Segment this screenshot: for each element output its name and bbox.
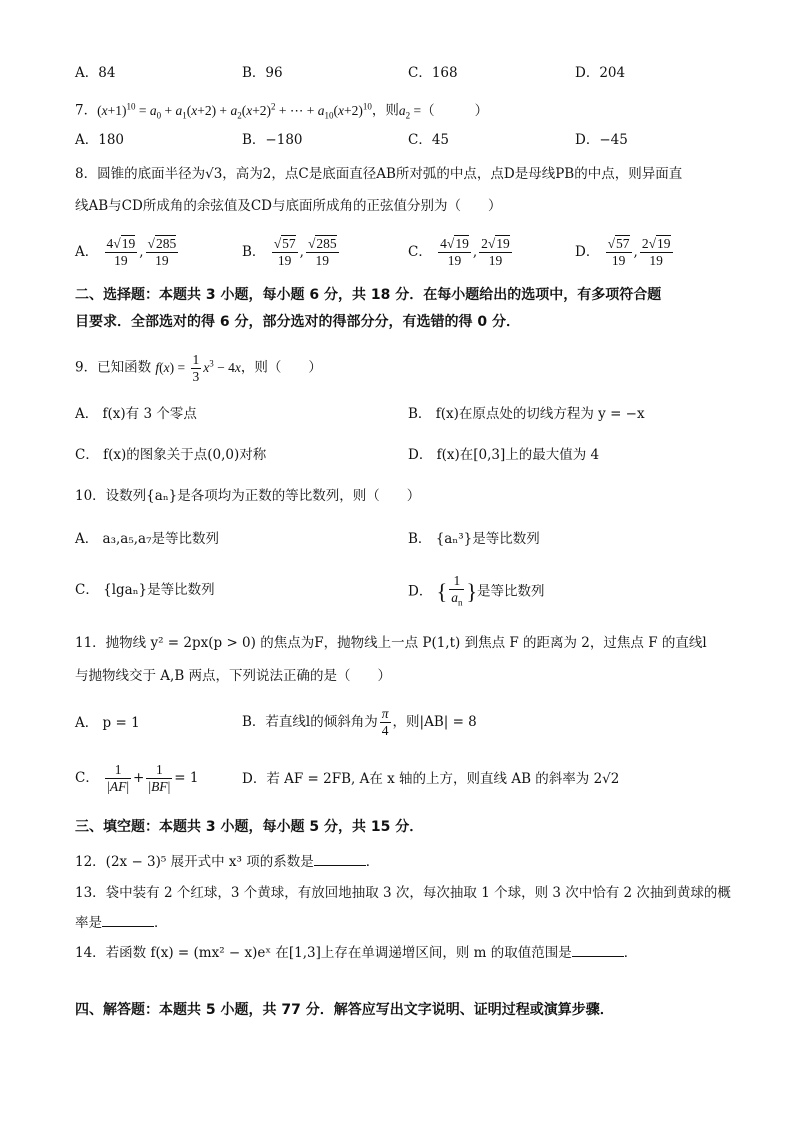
option-text: = 1 — [174, 770, 199, 786]
section-2-heading-line1: 二、选择题：本题共 3 小题，每小题 6 分，共 18 分．在每小题给出的选项中，有多项符合题 — [75, 287, 662, 303]
q9-option-c: C． f(x)的图象关于点(0,0)对称 — [75, 447, 267, 463]
option-label: D． — [575, 244, 600, 260]
fraction: $\frac{√57}{19}$ — [607, 236, 630, 268]
option-label: B． — [242, 244, 266, 260]
q7-prompt: ，则 — [371, 102, 399, 119]
question-11-line2: 与抛物线交于 A,B 两点，下列说法正确的是（ ） — [75, 668, 392, 684]
fraction: $\frac{4√19}{19}$ — [106, 236, 136, 268]
q9-option-b: B． f(x)在原点处的切线方程为 y = −x — [408, 406, 645, 422]
fraction: $\frac{1}{|AF|}$ — [107, 762, 130, 794]
q7-option-c: C．45 — [408, 132, 450, 148]
option-text: 是等比数列 — [477, 583, 545, 600]
question-10-stem: 10．设数列{aₙ}是各项均为正数的等比数列，则（ ） — [75, 488, 421, 504]
question-12 — [75, 851, 379, 871]
q14-text: ． — [623, 945, 638, 961]
q6-option-d: D．204 — [575, 65, 626, 81]
fraction: $\frac{√285}{19}$ — [147, 236, 177, 268]
q11-option-d: D．若 AF = 2FB, A在 x 轴的上方，则直线 AB 的斜率为 2√2 — [242, 771, 620, 787]
question-number: 8． — [75, 166, 98, 182]
fraction: $\frac{2√19}{19}$ — [481, 236, 510, 268]
q7-option-b: B．−180 — [242, 132, 303, 148]
question-8-line1 — [75, 165, 682, 183]
question-8-line2: 线AB与CD所成角的余弦值及CD与底面所成角的正弦值分别为（ ） — [75, 198, 502, 214]
fraction: $\frac{\pi}{4}$ — [381, 706, 389, 738]
q6-option-a: A．84 — [75, 65, 116, 81]
q9-function: f(x) = $\frac{1}{3}$ $x^3 - 4x$ — [155, 352, 241, 384]
question-13-line2 — [75, 912, 168, 932]
q6-option-b: B．96 — [242, 65, 283, 81]
fraction: $\frac{√285}{19}$ — [307, 236, 337, 268]
question-13-line1: 13．袋中装有 2 个红球，3 个黄球，有放回地抽取 3 次，每次抽取 1 个球，则 3 次中恰有 2 次抽到黄球的概 — [75, 885, 731, 901]
q13-text: 率是 — [75, 915, 102, 931]
q8-option-a: A． $\frac{4√19}{19}$ , $\frac{√285}{19}$ — [75, 236, 177, 268]
fraction: $\frac{4√19}{19}$ — [440, 236, 469, 268]
q8-option-d: D． $\frac{√57}{19}$ , $\frac{2√19}{19}$ — [575, 236, 671, 268]
question-11-line1: 11．抛物线 y² = 2px(p > 0) 的焦点为F，抛物线上一点 P(1,t) 到焦点 F 的距离为 2，过焦点 F 的直线l — [75, 635, 707, 651]
question-14 — [75, 942, 637, 962]
option-label: C． — [75, 770, 99, 786]
q9-option-a: A． f(x)有 3 个零点 — [75, 406, 197, 422]
question-7-stem: 7．$(x+1)^{10} = a_0 + a_1(x+2) + a_2(x+2)^2$ + ⋯ + $a_{10}(x+2)^{10}$，则$a_2$ =（ ） — [75, 101, 489, 121]
q11-option-c: C． $\frac{1}{|AF|}$ + $\frac{1}{|BF|}$ = 1 — [75, 762, 199, 794]
q10-option-d: D． { $\frac{1}{a_n}$ }是等比数列 — [408, 573, 545, 611]
q10-option-b: B． {aₙ³}是等比数列 — [408, 531, 540, 547]
fraction: $\frac{2√19}{19}$ — [641, 236, 671, 268]
option-text: B．若直线l的倾斜角为 — [242, 714, 378, 730]
q8-option-b: B． $\frac{√57}{19}$ , $\frac{√285}{19}$ — [242, 236, 337, 268]
q8-option-c: C． $\frac{4√19}{19}$ , $\frac{2√19}{19}$ — [408, 236, 510, 268]
q12-text: ． — [365, 854, 380, 870]
option-label: D． — [408, 583, 433, 600]
q9-text: 9．已知函数 — [75, 359, 152, 376]
answer-blank[interactable] — [572, 942, 624, 957]
question-9-stem — [75, 352, 322, 385]
q6-option-c: C．168 — [408, 65, 458, 81]
q8-text-1: 圆锥的底面半径为√3，高为2，点C是底面直径AB所对弧的中点，点D是母线PB的中点，则异面直 — [97, 166, 683, 182]
section-2-heading-line2: 目要求．全部选对的得 6 分，部分选对的得部分分，有选错的得 0 分． — [75, 314, 520, 330]
section-3-heading: 三、填空题：本题共 3 小题，每小题 5 分，共 15 分． — [75, 819, 424, 835]
q12-text: 12．(2x − 3)⁵ 展开式中 x³ 项的系数是 — [75, 854, 314, 870]
q11-option-b — [242, 706, 477, 739]
q10-option-a: A． a₃,a₅,a₇是等比数列 — [75, 531, 220, 547]
question-number: 7． — [75, 102, 98, 119]
option-text: ，则|AB| = 8 — [392, 714, 477, 730]
q9-option-d: D． f(x)在[0,3]上的最大值为 4 — [408, 447, 600, 463]
section-4-heading: 四、解答题：本题共 5 小题，共 77 分．解答应写出文字说明、证明过程或演算步骤． — [75, 1002, 614, 1018]
q11-option-a: A． p = 1 — [75, 715, 140, 731]
option-label: A． — [75, 244, 99, 260]
q13-text: ． — [154, 915, 168, 931]
q10-option-c: C． {lgaₙ}是等比数列 — [75, 582, 215, 598]
q7-formula: $(x+1)^{10} = a_0 + a_1(x+2) + a_2(x+2)^2$ + ⋯ + $a_{10}(x+2)^{10}$ — [97, 101, 372, 121]
q9-text: ，则（ ） — [240, 359, 322, 376]
q7-option-a: A．180 — [75, 132, 125, 148]
fraction: $\frac{√57}{19}$ — [273, 236, 296, 268]
fraction: $\frac{1}{|BF|}$ — [148, 762, 171, 794]
answer-blank[interactable] — [314, 851, 366, 866]
option-label: C． — [408, 244, 432, 260]
q7-option-d: D．−45 — [575, 132, 628, 148]
fraction: $\frac{1}{a_n}$ — [451, 573, 463, 608]
answer-blank[interactable] — [102, 912, 154, 927]
q14-text: 14．若函数 f(x) = (mx² − x)eˣ 在[1,3]上存在单调递增区间，则 m 的取值范围是 — [75, 945, 572, 961]
